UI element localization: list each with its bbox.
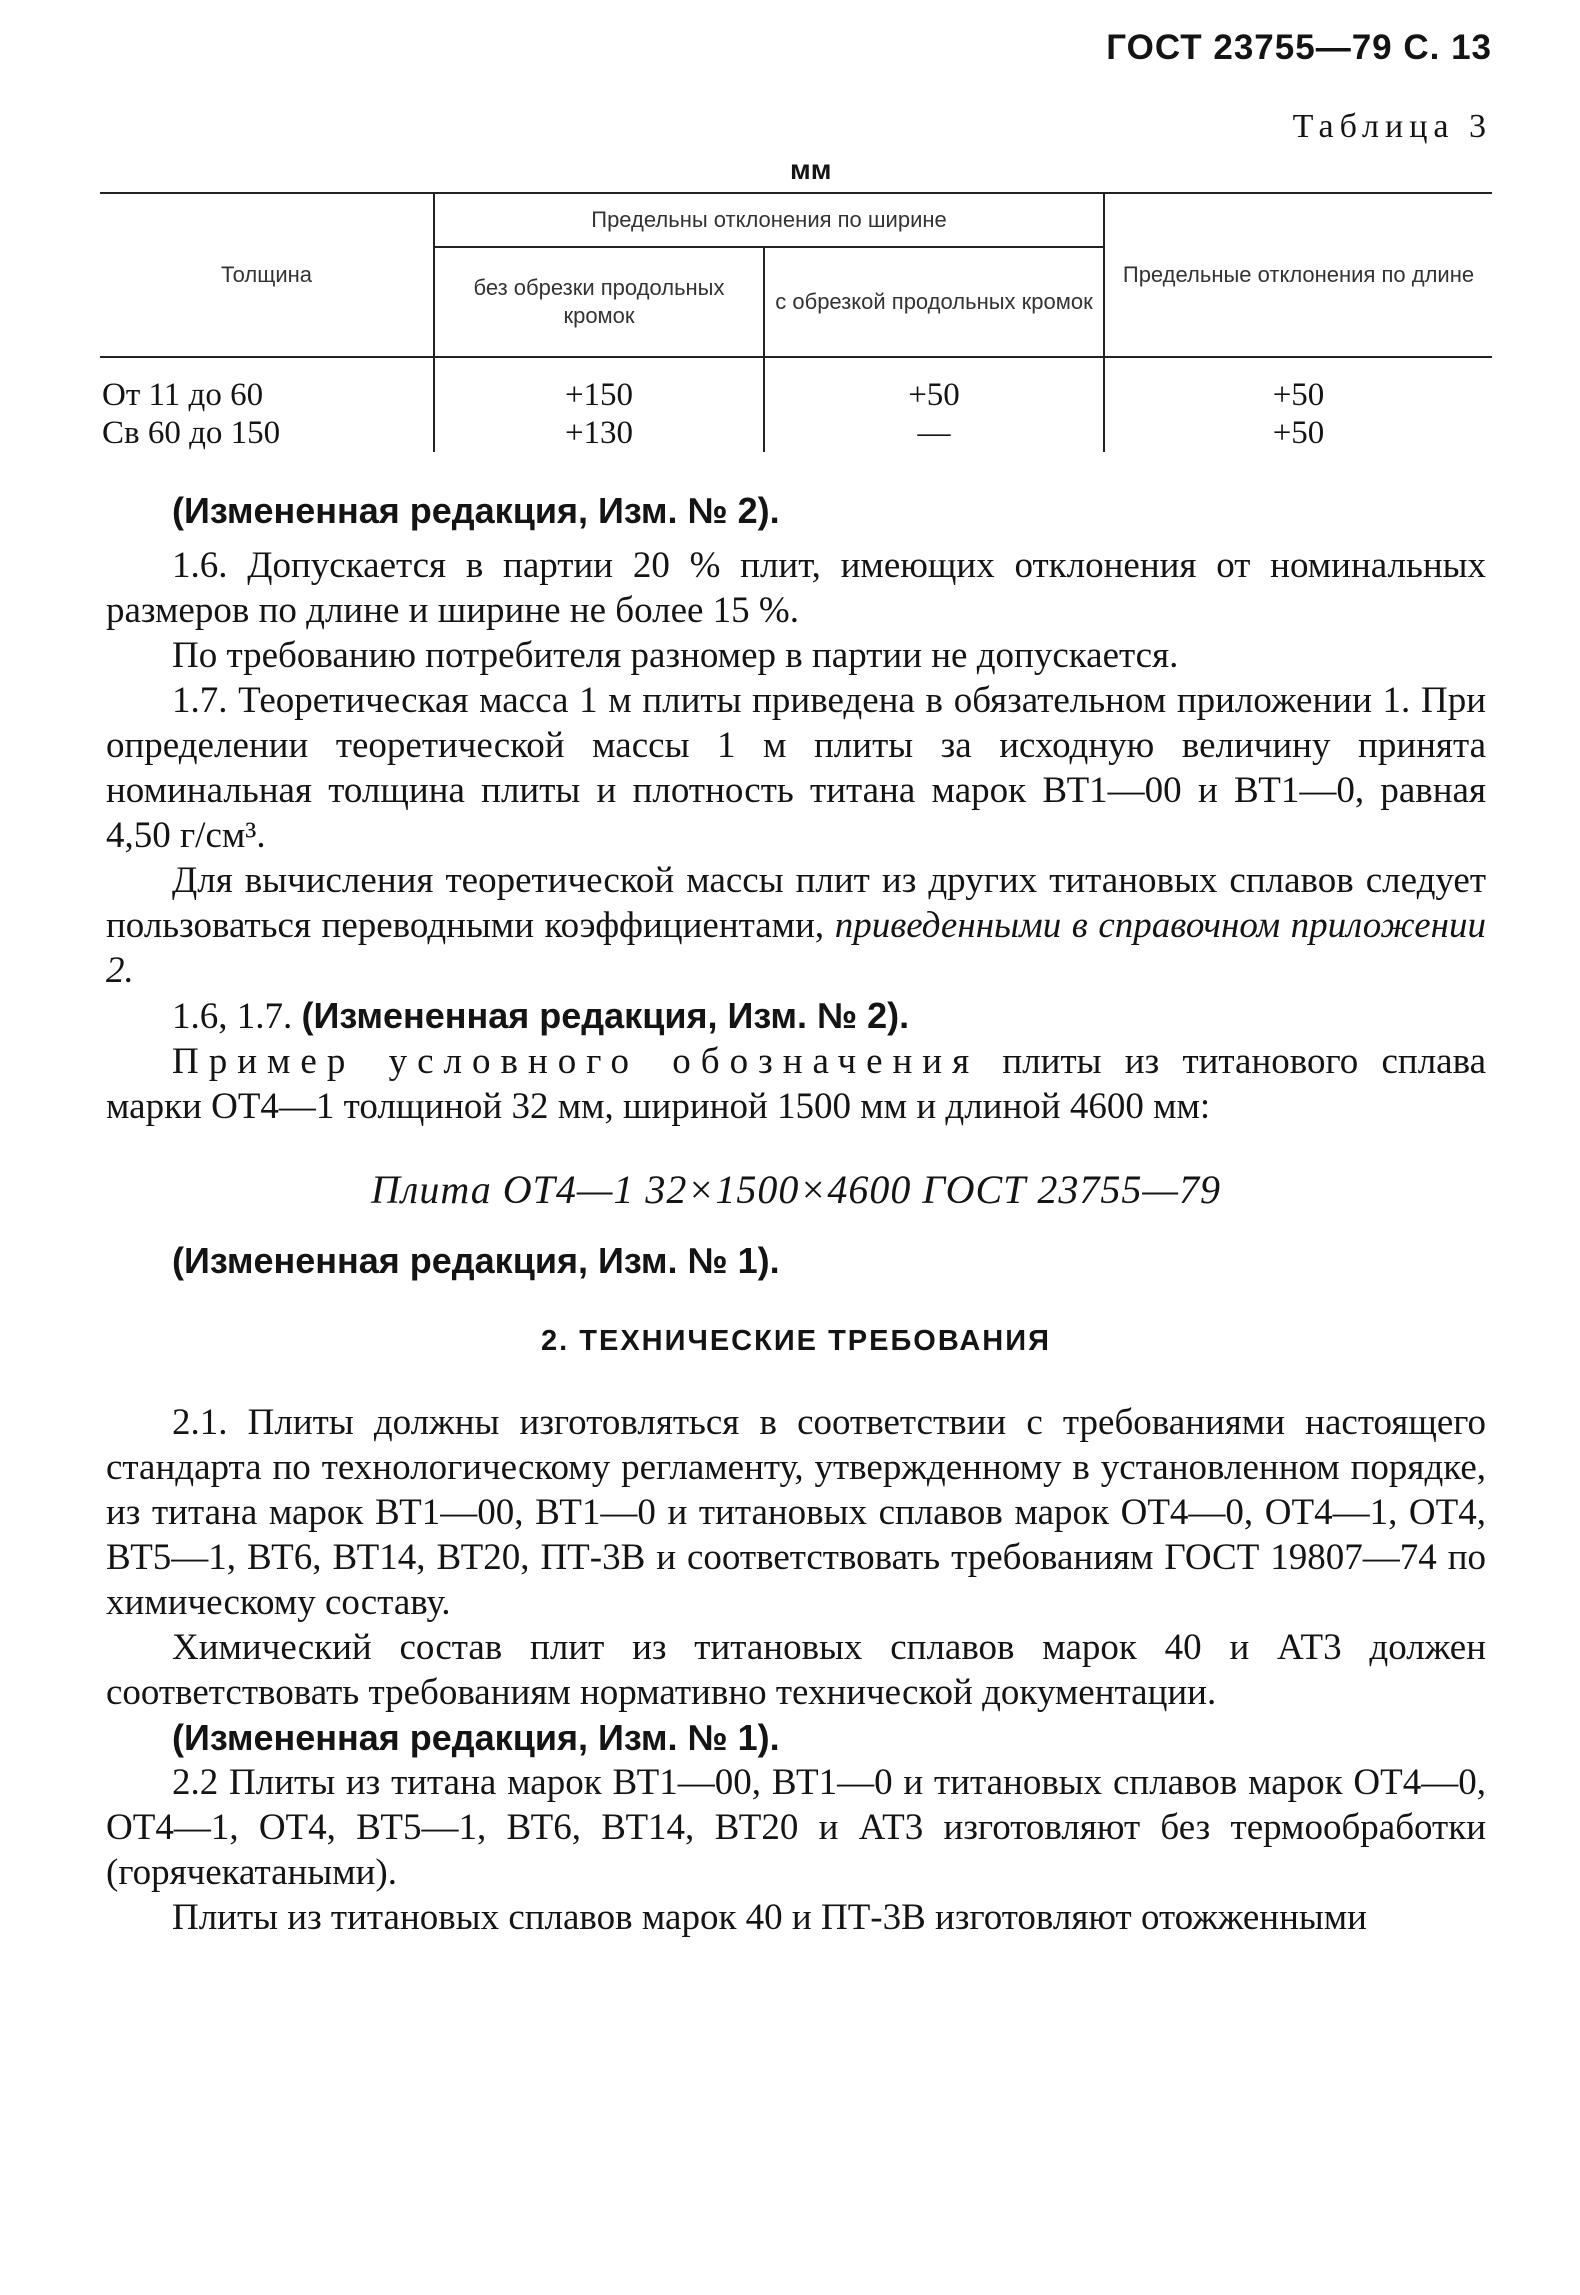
- amendment-note: (Измененная редакция, Изм. № 2).: [172, 490, 780, 531]
- paragraph: Химический состав плит из титановых сплавов марок 40 и АТ3 должен соответствовать требованиям нормативно технической документации.: [106, 1627, 1486, 1713]
- page-header: ГОСТ 23755—79 С. 13: [1106, 28, 1492, 67]
- example-designation: Плита ОТ4—1 32×1500×4600 ГОСТ 23755—79: [371, 1167, 1221, 1212]
- clause-numbers: 1.6, 1.7.: [172, 996, 293, 1037]
- paragraph-text: плиты из титанового сплава марки ОТ4—1 толщиной 32 мм, шириной 1500 мм и длиной 4600 мм:: [106, 1041, 1487, 1127]
- paragraph-text: Для вычисления теоретической массы плит из других титановых сплавов следует пользоваться переводными коэффициентами,: [106, 860, 1486, 946]
- paragraph-text-italic: приведенными в справочном приложении 2.: [106, 905, 1487, 991]
- table-caption: Таблица 3: [1292, 108, 1492, 145]
- table-unit: мм: [790, 154, 832, 185]
- column-header-thickness: Толщина: [100, 193, 434, 357]
- paragraph-1-7: 1.7. Теоретическая масса 1 м плиты приведена в обязательном приложении 1. При определении теоретической массы 1 м плиты за исходную величину принята номинальная толщина плиты и плотность титана марок ВТ1—00 и ВТ1—0, равная 4,50 г/см³.: [106, 680, 1486, 856]
- table-row: [100, 414, 1492, 452]
- cell-length: +50: [1104, 357, 1492, 414]
- column-header-length: Предельные отклонения по длине: [1104, 193, 1492, 357]
- paragraph: Плиты из титановых сплавов марок 40 и ПТ-3В изготовляют отожженными: [172, 1897, 1367, 1938]
- document-body: [106, 488, 1486, 1940]
- amendment-note: (Измененная редакция, Изм. № 1).: [172, 1717, 780, 1758]
- cell-with-trim: —: [764, 414, 1104, 452]
- example-label: Пример условного обозначения: [172, 1041, 980, 1082]
- cell-thickness: От 11 до 60: [102, 377, 264, 413]
- tolerance-table: [100, 192, 1492, 452]
- amendment-reference: [106, 993, 1486, 1039]
- paragraph-2-1: 2.1. Плиты должны изготовляться в соответствии с требованиями настоящего стандарта по технологическому регламенту, утвержденному в установленном порядке, из титана марок ВТ1—00, ВТ1—0 и титановых сплавов марок ОТ4—0, ОТ4—1, ОТ4, ВТ5—1, ВТ6, ВТ14, ВТ20, ПТ-3В и соответствовать требованиям ГОСТ 19807—74 по химическому составу.: [106, 1402, 1486, 1623]
- paragraph-2-2: 2.2 Плиты из титана марок ВТ1—00, ВТ1—0 и титановых сплавов марок ОТ4—0, ОТ4—1, ОТ4, ВТ5—1, ВТ6, ВТ14, ВТ20 и АТ3 изготовляют без термообработки (горячекатаными).: [106, 1762, 1486, 1893]
- paragraph-1-6: 1.6. Допускается в партии 20 % плит, имеющих отклонения от номинальных размеров по длине и ширине не более 15 %.: [106, 545, 1486, 631]
- paragraph: [106, 1039, 1486, 1129]
- amendment-note: (Измененная редакция, Изм. № 1).: [172, 1240, 780, 1281]
- section-heading: 2. ТЕХНИЧЕСКИЕ ТРЕБОВАНИЯ: [541, 1325, 1051, 1357]
- cell-without-trim: +150: [434, 357, 764, 414]
- cell-length: +50: [1104, 414, 1492, 452]
- amendment-note: (Измененная редакция, Изм. № 2).: [301, 995, 910, 1036]
- paragraph: По требованию потребителя разномер в партии не допускается.: [172, 635, 1179, 676]
- cell-with-trim: +50: [764, 357, 1104, 414]
- cell-thickness: Св 60 до 150: [102, 415, 281, 451]
- column-header-without-trim: без обрезки продольных кромок: [434, 247, 764, 357]
- column-group-width: Предельны отклонения по ширине: [434, 193, 1104, 247]
- table-row: [100, 357, 1492, 414]
- paragraph: [106, 858, 1486, 993]
- cell-without-trim: +130: [434, 414, 764, 452]
- column-header-with-trim: с обрезкой продольных кромок: [764, 247, 1104, 357]
